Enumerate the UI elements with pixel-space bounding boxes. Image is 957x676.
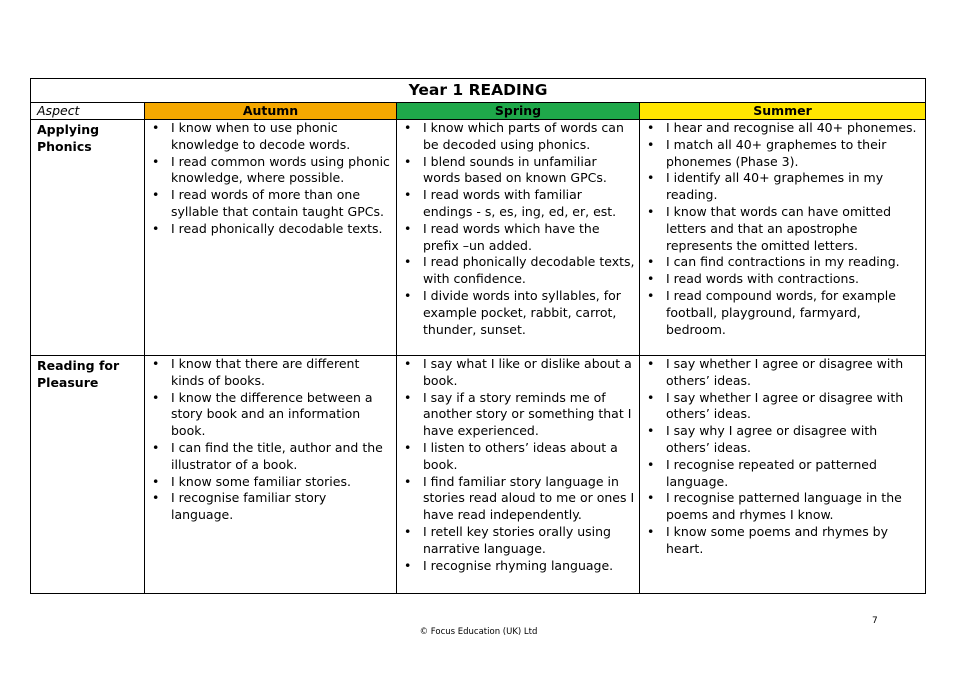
list-item: • I match all 40+ graphemes to their phonemes (Phase 3). [640,137,921,171]
list-item: • I say whether I agree or disagree with others’ ideas. [640,356,921,390]
autumn-cell [145,356,397,594]
autumn-cell [145,120,397,356]
list-item: • I recognise patterned language in the poems and rhymes I know. [640,490,921,524]
list-item: • I divide words into syllables, for example pocket, rabbit, carrot, thunder, sunset. [397,288,635,338]
list-item: • I say what I like or dislike about a book. [397,356,635,390]
summer-list [640,120,925,338]
list-item: • I read phonically decodable texts. [145,221,392,238]
spring-header: Spring [397,103,640,120]
list-item: • I blend sounds in unfamiliar words based on known GPCs. [397,154,635,188]
autumn-list [145,356,396,524]
summer-header: Summer [640,103,926,120]
spring-list [397,356,639,574]
list-item: • I read words with familiar endings - s, es, ing, ed, er, est. [397,187,635,221]
table-title: Year 1 READING [31,79,926,103]
header-row [31,103,926,120]
list-item: • I recognise rhyming language. [397,558,635,575]
aspect-reading-for-pleasure: Reading for Pleasure [31,356,145,594]
page-number: 7 [872,616,878,626]
table-row [31,356,926,594]
summer-cell [640,356,926,594]
list-item: • I can find the title, author and the illustrator of a book. [145,440,392,474]
list-item: • I recognise familiar story language. [145,490,392,524]
list-item: • I recognise repeated or patterned language. [640,457,921,491]
list-item: • I find familiar story language in stories read aloud to me or ones I have read independently. [397,474,635,524]
aspect-header: Aspect [31,103,145,120]
list-item: • I know when to use phonic knowledge to decode words. [145,120,392,154]
spring-cell [397,356,640,594]
list-item: • I say whether I agree or disagree with others’ ideas. [640,390,921,424]
aspect-applying-phonics: Applying Phonics [31,120,145,356]
list-item: • I know some familiar stories. [145,474,392,491]
list-item: • I know that there are different kinds of books. [145,356,392,390]
reading-table [30,78,926,594]
list-item: • I say if a story reminds me of another story or something that I have experienced. [397,390,635,440]
summer-list [640,356,925,558]
copyright-footer: © Focus Education (UK) Ltd [419,627,538,637]
list-item: • I read common words using phonic knowledge, where possible. [145,154,392,188]
list-item: • I identify all 40+ graphemes in my reading. [640,170,921,204]
autumn-list [145,120,396,238]
list-item: • I retell key stories orally using narrative language. [397,524,635,558]
list-item: • I read words with contractions. [640,271,921,288]
summer-cell [640,120,926,356]
list-item: • I read words of more than one syllable that contain taught GPCs. [145,187,392,221]
title-row [31,79,926,103]
list-item: • I say why I agree or disagree with others’ ideas. [640,423,921,457]
list-item: • I read compound words, for example football, playground, farmyard, bedroom. [640,288,921,338]
list-item: • I listen to others’ ideas about a book. [397,440,635,474]
list-item: • I know the difference between a story book and an information book. [145,390,392,440]
spring-cell [397,120,640,356]
list-item: • I hear and recognise all 40+ phonemes. [640,120,921,137]
list-item: • I know some poems and rhymes by heart. [640,524,921,558]
list-item: • I know that words can have omitted letters and that an apostrophe represents the omitted letters. [640,204,921,254]
spring-list [397,120,639,338]
table-row [31,120,926,356]
list-item: • I read phonically decodable texts, with confidence. [397,254,635,288]
list-item: • I know which parts of words can be decoded using phonics. [397,120,635,154]
list-item: • I read words which have the prefix –un added. [397,221,635,255]
autumn-header: Autumn [145,103,397,120]
list-item: • I can find contractions in my reading. [640,254,921,271]
